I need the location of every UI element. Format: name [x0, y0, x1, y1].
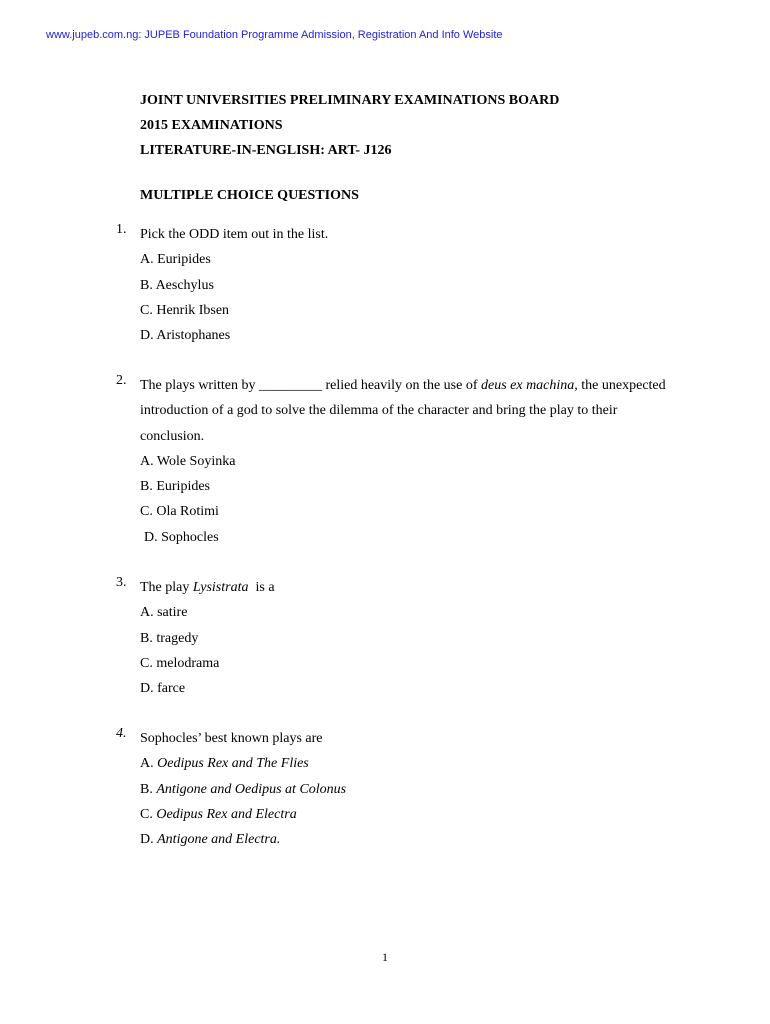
option-a: A. satire — [140, 605, 188, 621]
option-d: D. Aristophanes — [140, 328, 231, 344]
option-a: A. Euripides — [140, 252, 211, 268]
question-text-start: The plays written by _________ relied heavily on the use of — [140, 378, 481, 393]
option-text: Antigone and Oedipus at Colonus — [156, 781, 347, 797]
question-text-end: is a — [248, 580, 275, 595]
board-title: JOINT UNIVERSITIES PRELIMINARY EXAMINATIONS BOARD — [140, 93, 560, 108]
question-text: Pick the ODD item out in the list. — [140, 227, 329, 242]
options-list — [140, 600, 219, 701]
option-c: C. melodrama — [140, 655, 220, 671]
option-d: D. farce — [140, 681, 186, 697]
exam-title-block — [140, 88, 559, 163]
option-a — [140, 751, 346, 776]
option-d — [140, 827, 346, 852]
question-number: 1. — [116, 222, 127, 237]
option-b — [140, 777, 346, 802]
option-letter: D. — [140, 832, 154, 848]
page-number: 1 — [382, 950, 388, 964]
option-letter: A. — [140, 756, 154, 772]
options-list — [140, 751, 346, 852]
option-letter: B. — [140, 781, 153, 797]
question-text-italic: Lysistrata — [192, 580, 249, 595]
option-b: B. Euripides — [140, 479, 210, 495]
question-text — [140, 373, 680, 449]
option-b: B. Aeschylus — [140, 277, 214, 293]
question-text: Sophocles’ best known plays are — [140, 731, 323, 746]
option-c: C. Henrik Ibsen — [140, 302, 230, 318]
option-d: D. Sophocles — [144, 529, 219, 545]
question-number: 4. — [116, 726, 127, 741]
option-text: Oedipus Rex and Electra — [156, 806, 297, 822]
question-number: 3. — [116, 575, 127, 590]
exam-year: 2015 EXAMINATIONS — [140, 118, 283, 133]
question-number: 2. — [116, 373, 127, 388]
question-text-end: , the unexpected introduction of a god to solve the dilemma of the character and bring the play to their conclusion. — [140, 378, 666, 444]
section-heading: MULTIPLE CHOICE QUESTIONS — [140, 188, 359, 203]
option-c — [140, 802, 346, 827]
option-c: C. Ola Rotimi — [140, 504, 219, 520]
option-b: B. tragedy — [140, 630, 199, 646]
option-a: A. Wole Soyinka — [140, 453, 236, 469]
website-header-link[interactable]: www.jupeb.com.ng: JUPEB Foundation Programme Admission, Registration And Info Website — [46, 29, 503, 41]
subject-code: LITERATURE-IN-ENGLISH: ART- J126 — [140, 143, 392, 158]
option-text: Antigone and Electra. — [157, 832, 281, 848]
option-text: Oedipus Rex and The Flies — [157, 756, 309, 772]
question-text-italic: deus ex machina — [480, 378, 575, 393]
question-text — [140, 575, 680, 600]
option-letter: C. — [140, 806, 153, 822]
options-list — [140, 247, 230, 348]
options-list — [140, 449, 235, 550]
question-text-start: The play — [140, 580, 193, 595]
